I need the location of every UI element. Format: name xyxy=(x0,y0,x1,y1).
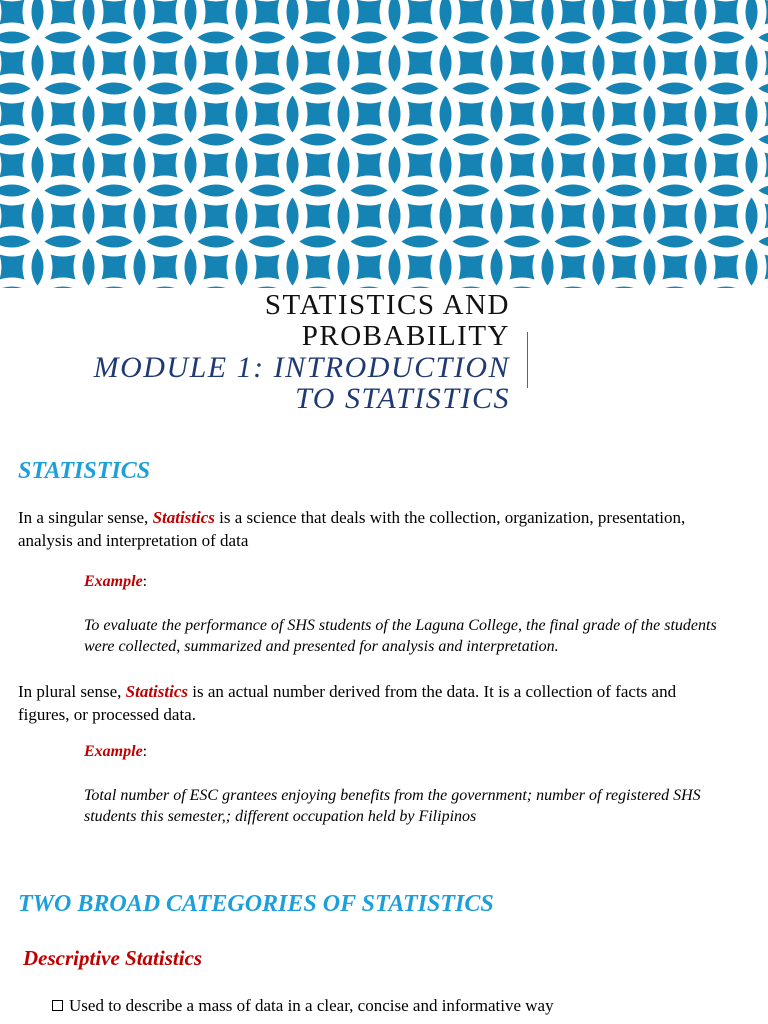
example-1-label xyxy=(84,573,147,591)
descriptive-statistics-heading: Descriptive Statistics xyxy=(23,946,203,970)
singular-term: Statistics xyxy=(152,508,215,527)
example-2-colon: : xyxy=(142,743,148,760)
page-title-line-1: STATISTICS AND xyxy=(264,289,510,321)
title-block xyxy=(10,290,510,414)
plural-definition-lead: In plural sense, xyxy=(18,682,126,701)
plural-definition xyxy=(18,680,718,726)
categories-heading: TWO BROAD CATEGORIES OF STATISTICS xyxy=(18,891,494,917)
singular-definition-body: is a science that deals with the collection, organization, presentation, analysis and interpretation of data xyxy=(18,508,686,550)
plural-definition-body: is an actual number derived from the data. It is a collection of facts and figures, or processed data. xyxy=(18,682,677,724)
descriptive-bullet-text: Used to describe a mass of data in a clear, concise and informative way xyxy=(69,996,554,1015)
singular-definition xyxy=(18,506,718,552)
example-2-label-text: Example xyxy=(84,743,143,760)
example-2-label xyxy=(84,743,147,761)
title-divider xyxy=(527,332,528,388)
example-1-colon: : xyxy=(142,573,148,590)
example-1-text: To evaluate the performance of SHS students of the Laguna College, the final grade of the students were collected, summarized and presented for analysis and interpretation. xyxy=(84,617,717,655)
checkbox-icon xyxy=(52,1000,63,1011)
example-2-text: Total number of ESC grantees enjoying benefits from the government; number of registered SHS students this semester,; different occupation held by Filipinos xyxy=(84,787,701,825)
module-subtitle-line-2: TO STATISTICS xyxy=(295,382,510,415)
statistics-heading: STATISTICS xyxy=(18,458,151,484)
page-title-line-2: PROBABILITY xyxy=(301,320,510,352)
singular-definition-lead: In a singular sense, xyxy=(18,508,153,527)
module-subtitle-line-1: MODULE 1: INTRODUCTION xyxy=(93,351,510,384)
plural-term: Statistics xyxy=(125,682,188,701)
descriptive-bullet-item xyxy=(52,996,554,1016)
example-1-label-text: Example xyxy=(84,573,143,590)
decorative-ring-pattern-banner xyxy=(0,0,768,288)
